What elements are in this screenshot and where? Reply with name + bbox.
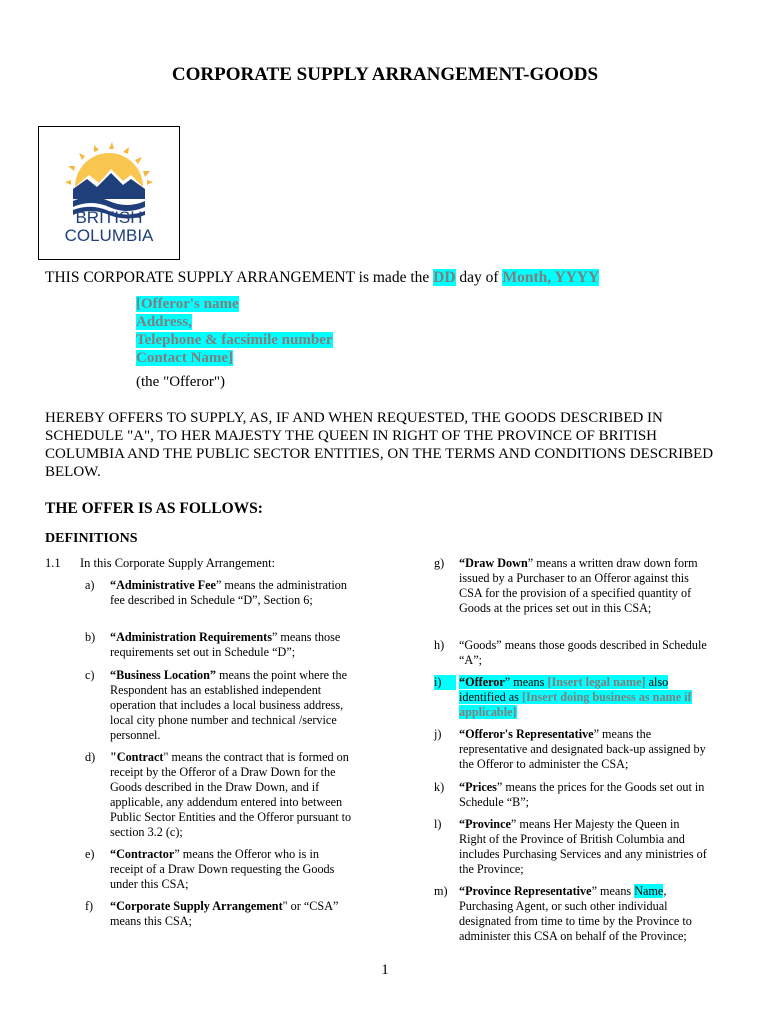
offer-heading: THE OFFER IS AS FOLLOWS: — [45, 500, 263, 517]
offeror-contact-placeholder: Contact Name] — [136, 350, 234, 366]
made-mid: day of — [455, 269, 503, 286]
section-number: 1.1 — [45, 556, 61, 570]
the-offeror-label: (the "Offeror") — [136, 374, 226, 390]
province-rep-name-placeholder: Name — [634, 884, 664, 898]
document-title: CORPORATE SUPPLY ARRANGEMENT-GOODS — [171, 64, 599, 85]
day-placeholder: DD — [433, 269, 456, 286]
date-placeholder: Month, YYYY — [502, 269, 600, 286]
logo-text-british: BRITISH — [75, 208, 143, 227]
definitions-heading: DEFINITIONS — [45, 531, 138, 546]
offeror-dba-placeholder: [Insert doing business as name if applicable] — [459, 690, 692, 719]
offeror-address-placeholder: Address, — [136, 314, 192, 330]
made-prefix: THIS CORPORATE SUPPLY ARRANGEMENT is made the — [45, 269, 434, 286]
made-line — [45, 269, 599, 287]
bc-logo — [38, 126, 180, 260]
bc-sun-mountain-icon — [39, 127, 179, 259]
page-number: 1 — [381, 962, 389, 978]
logo-text-columbia: COLUMBIA — [64, 226, 154, 245]
offeror-name-placeholder: [Offeror's name — [136, 296, 239, 312]
offeror-legal-name-placeholder: [Insert legal name] — [547, 675, 646, 689]
section-intro: In this Corporate Supply Arrangement: — [80, 556, 276, 570]
offeror-details-block — [136, 295, 333, 367]
hereby-paragraph: HEREBY OFFERS TO SUPPLY, AS, IF AND WHEN REQUESTED, THE GOODS DESCRIBED IN SCHEDULE "A", TO HER MAJESTY THE QUEEN IN RIGHT OF THE PROVINCE OF BRITISH COLUMBIA AND THE PUBLIC SECTOR ENTITIES, ON THE TERMS AND CONDITIONS DESCRIBED BELOW. — [45, 410, 714, 480]
offeror-phone-placeholder: Telephone & facsimile number — [136, 332, 333, 348]
